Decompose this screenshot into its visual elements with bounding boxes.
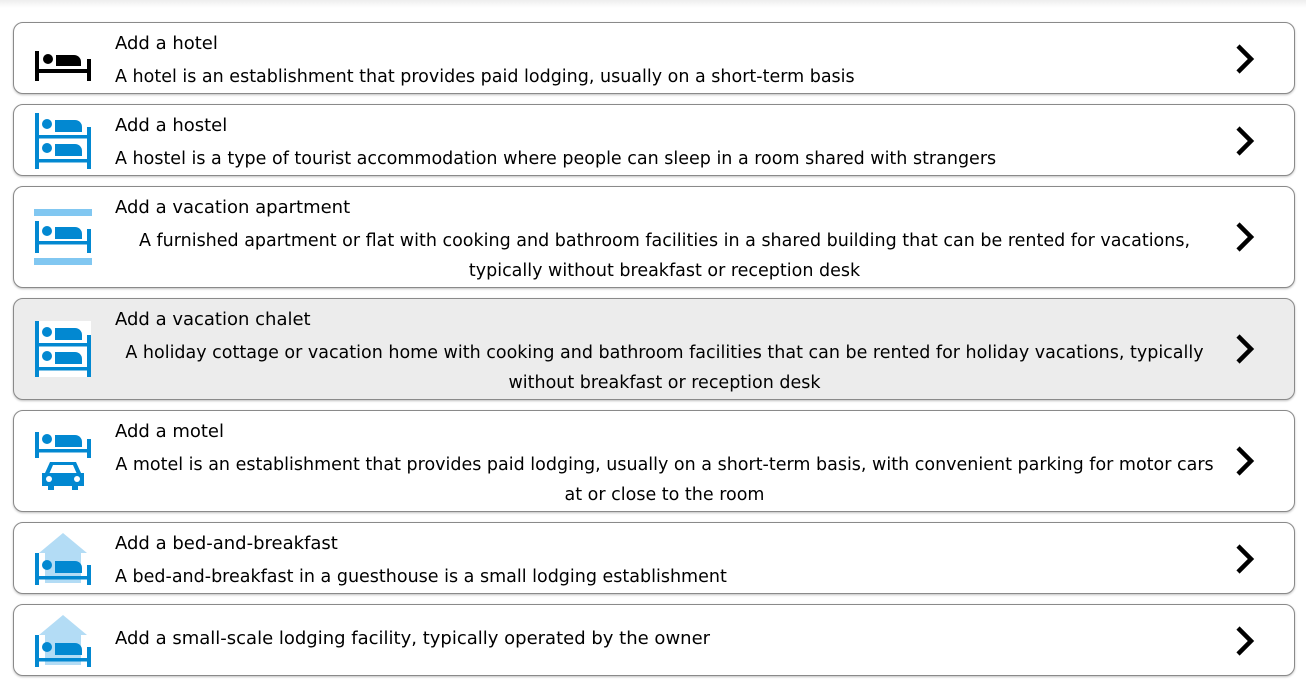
item-description: A furnished apartment or flat with cooking and bathroom facilities in a shared building that can be rented for vacations, typically without breakfast or reception desk [138, 231, 1191, 281]
bunk-bed-icon [33, 111, 93, 171]
item-description: A bed-and-breakfast in a guesthouse is a small lodging establishment [115, 567, 727, 587]
list-item-hostel[interactable] [13, 104, 1295, 176]
bed-icon [33, 29, 93, 89]
chevron-right-icon [1234, 543, 1256, 575]
item-title: Add a motel [115, 421, 225, 442]
list-item-hotel[interactable] [13, 22, 1295, 94]
chevron-right-icon [1234, 445, 1256, 477]
item-title: Add a small-scale lodging facility, typically operated by the owner [115, 628, 711, 649]
item-title: Add a hotel [115, 33, 218, 54]
item-title: Add a vacation apartment [115, 197, 351, 218]
item-title: Add a bed-and-breakfast [115, 533, 338, 554]
item-description: A hostel is a type of tourist accommodation where people can sleep in a room shared with strangers [115, 149, 997, 169]
item-description: A holiday cottage or vacation home with cooking and bathroom facilities that can be rented for holiday vacations, typically without breakfast or reception desk [125, 343, 1204, 393]
item-title: Add a hostel [115, 115, 228, 136]
chevron-right-icon [1234, 625, 1256, 657]
top-shadow [0, 0, 1306, 8]
list-item-bed-and-breakfast[interactable] [13, 522, 1295, 594]
chevron-right-icon [1234, 333, 1256, 365]
chevron-right-icon [1234, 43, 1256, 75]
list-item-motel[interactable] [13, 410, 1295, 512]
list-item-guest-house[interactable] [13, 604, 1295, 676]
item-description: A motel is an establishment that provides paid lodging, usually on a short-term basis, with convenient parking for motor cars at or close to the room [115, 455, 1214, 505]
item-title: Add a vacation chalet [115, 309, 311, 330]
chevron-right-icon [1234, 221, 1256, 253]
list-item-vacation-apartment[interactable] [13, 186, 1295, 288]
apartment-bed-icon [33, 207, 93, 267]
list-item-vacation-chalet[interactable] [13, 298, 1295, 400]
house-bed-icon [33, 529, 93, 589]
chalet-bunk-icon [33, 319, 93, 379]
chevron-right-icon [1234, 125, 1256, 157]
house-bed-icon [33, 611, 93, 671]
motel-car-bed-icon [33, 431, 93, 491]
item-description: A hotel is an establishment that provides paid lodging, usually on a short-term basis [115, 67, 855, 87]
